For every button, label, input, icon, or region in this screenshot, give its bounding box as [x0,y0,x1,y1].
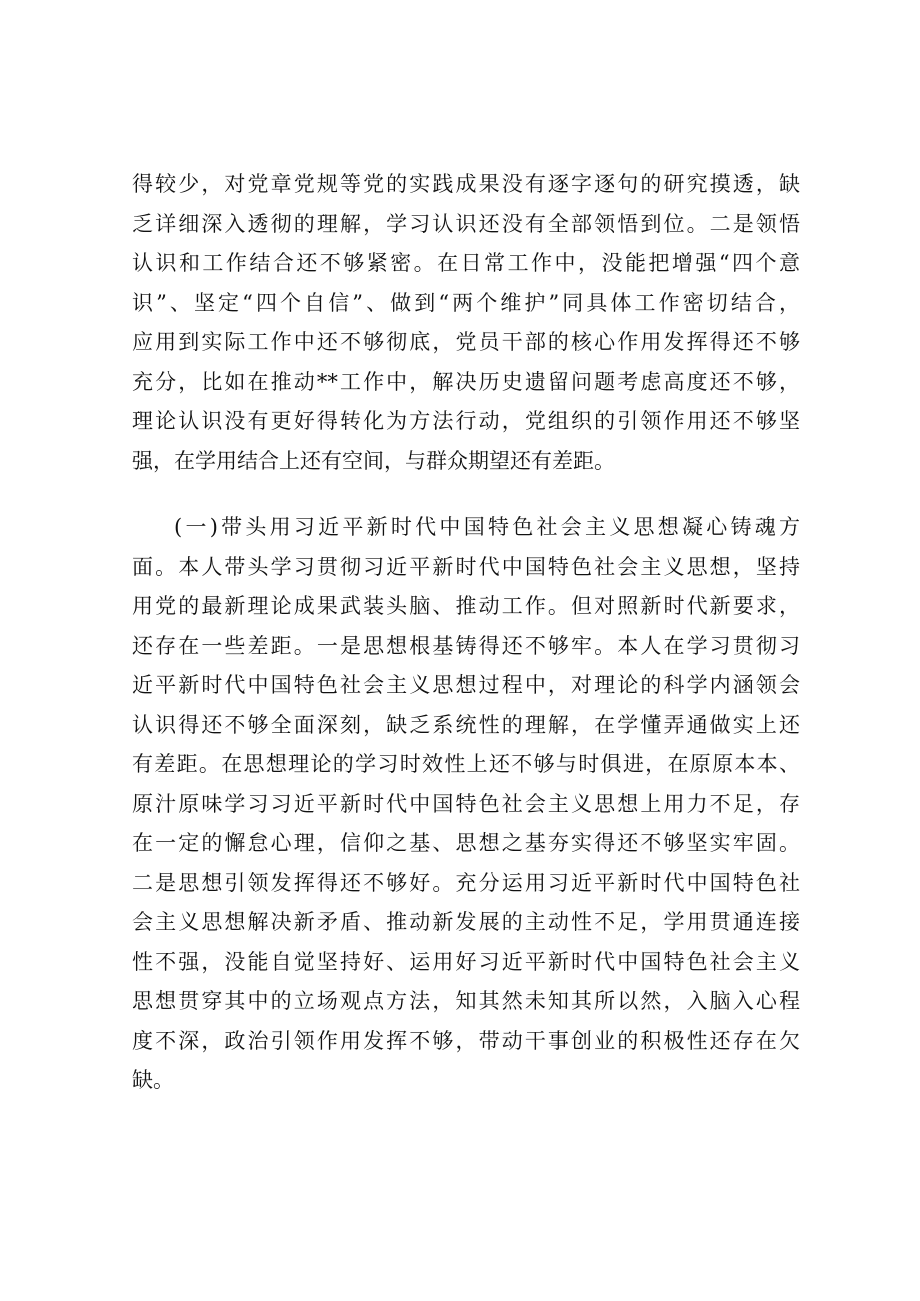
text-line: 会主义思想解决新矛盾、推动新发展的主动性不足，学用贯通连接 [132,910,800,934]
text-line: 二是思想引领发挥得还不够好。充分运用习近平新时代中国特色社 [132,870,800,895]
text-line: 有差距。在思想理论的学习时效性上还不够与时俱进，在原原本本、 [132,752,800,776]
text-line: 得较少，对党章党规等党的实践成果没有逐字逐句的研究摸透，缺 [132,172,800,196]
text-line: 原汁原味学习习近平新时代中国特色社会主义思想上用力不足，存 [132,791,800,816]
text-line: 乏详细深入透彻的理解，学习认识还没有全部领悟到位。二是领悟 [132,211,800,236]
text-line: 充分，比如在推动**工作中，解决历史遗留问题考虑高度还不够， [132,369,800,394]
text-line: 度不深，政治引领作用发挥不够，带动干事创业的积极性还存在欠 [132,1028,800,1053]
text-line: 还存在一些差距。一是思想根基铸得还不够牢。本人在学习贯彻习 [132,633,800,658]
text-line: 面。本人带头学习贯彻习近平新时代中国特色社会主义思想，坚持 [132,554,800,579]
text-line: 强，在学用结合上还有空间，与群众期望还有差距。 [132,448,615,473]
section-heading-line: (一)带头用习近平新时代中国特色社会主义思想凝心铸魂方 [174,515,800,539]
text-line: 应用到实际工作中还不够彻底，党员干部的核心作用发挥得还不够 [132,330,800,354]
text-line: 思想贯穿其中的立场观点方法，知其然未知其所以然，入脑入心程 [132,989,800,1013]
text-line: 缺。 [132,1068,174,1092]
text-line: 认识和工作结合还不够紧密。在日常工作中，没能把增强“四个意 [132,251,800,275]
text-line: 认识得还不够全面深刻，缺乏系统性的理解，在学懂弄通做实上还 [132,712,800,737]
text-line: 识”、坚定“四个自信”、做到“两个维护”同具体工作密切结合， [132,290,800,315]
text-line: 近平新时代中国特色社会主义思想过程中，对理论的科学内涵领会 [132,673,800,697]
paragraph-section-one [132,508,800,1101]
text-line: 用党的最新理论成果武装头脑、推动工作。但对照新时代新要求， [132,594,800,618]
text-line: 在一定的懈怠心理，信仰之基、思想之基夯实得还不够坚实牢固。 [132,831,800,855]
paragraph-continuation [132,165,800,481]
text-line: 理论认识没有更好得转化为方法行动，党组织的引领作用还不够坚 [132,409,800,433]
text-line: 性不强，没能自觉坚持好、运用好习近平新时代中国特色社会主义 [132,949,800,974]
